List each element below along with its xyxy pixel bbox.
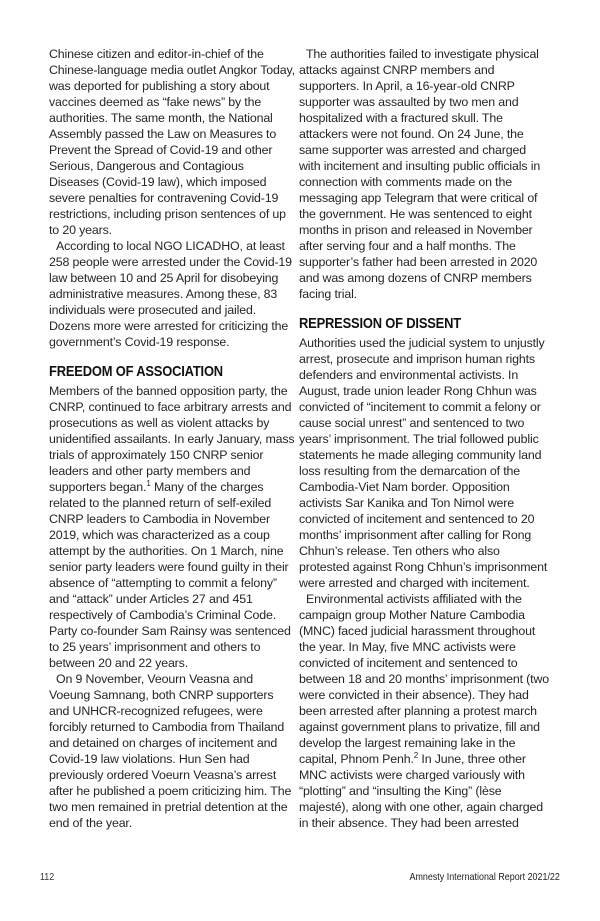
text-run: In June, three other MNC activists were charged variously with “plotting” and “insulting the King” (lèse majesté), along with one other, again charged in their absence. They had been arrested (299, 752, 543, 830)
section-heading-freedom-of-association: FREEDOM OF ASSOCIATION (49, 363, 223, 380)
footnote-ref[interactable]: 1 (146, 479, 151, 488)
text-run: Environmental activists affiliated with the campaign group Mother Nature Cambodia (MNC) faced judicial harassment throughout the year. In May, five MNC activists were convicted of incitement and sentenced to between 18 and 20 months’ imprisonment (two were convicted in their absence). They had been arrested after planning a protest march against government plans to privatize, fill and develop the largest remaining lake in the capital, Phnom Penh. (299, 592, 549, 766)
page-number: 112 (40, 871, 55, 883)
left-column (49, 46, 295, 831)
section-heading-repression-of-dissent: REPRESSION OF DISSENT (299, 315, 461, 332)
body-paragraph (299, 591, 549, 831)
text-run: Members of the banned opposition party, the CNRP, continued to face arbitrary arrests and prosecutions as well as violent attacks by unidentified assailants. In early January, mass trials of approximately 150 CNRP senior leaders and other party members and supporters began. (49, 384, 295, 494)
body-paragraph: The authorities failed to investigate physical attacks against CNRP members and supporters. In April, a 16-year-old CNRP supporter was assaulted by two men and hospitalized with a fractured skull. The attackers were not found. On 24 June, the same supporter was arrested and charged with incitement and insulting public officials in connection with comments made on the messaging app Telegram that were critical of the government. He was sentenced to eight months in prison and released in November after serving four and a half months. The supporter’s father had been arrested in 2020 and was among dozens of CNRP members facing trial. (299, 47, 541, 301)
body-paragraph: Chinese citizen and editor-in-chief of the Chinese-language media outlet Angkor Today, was deported for publishing a story about vaccines deemed as “fake news” by the authorities. The same month, the National Assembly passed the Law on Measures to Prevent the Spread of Covid-19 and other Serious, Dangerous and Contagious Diseases (Covid-19 law), which imposed severe penalties for contravening Covid-19 restrictions, including prison sentences of up to 20 years. (49, 47, 295, 237)
footnote-ref[interactable]: 2 (413, 751, 419, 760)
body-paragraph: On 9 November, Veourn Veasna and Voeung Samnang, both CNRP supporters and UNHCR-recognized refugees, were forcibly returned to Cambodia from Thailand and detained on charges of incitement and Covid-19 law violations. Hun Sen had previously ordered Voeurn Veasna’s arrest after he published a poem criticizing him. The two men remained in pretrial detention at the end of the year. (49, 672, 292, 830)
body-paragraph: Authorities used the judicial system to unjustly arrest, prosecute and imprison human rights defenders and environmental activists. In August, trade union leader Rong Chhun was convicted of “incitement to commit a felony or cause social unrest” and sentenced to two years’ imprisonment. The trial followed public statements he made alleging community land loss resulting from the demarcation of the Cambodia-Viet Nam border. Opposition activists Sar Kanika and Ton Nimol were convicted of incitement and sentenced to 20 months’ imprisonment after calling for Rong Chhun’s release. Ten others who also protested against Rong Chhun’s imprisonment were arrested and charged with incitement. (299, 336, 548, 590)
publication-title: Amnesty International Report 2021/22 (409, 871, 560, 883)
body-paragraph: According to local NGO LICADHO, at least 258 people were arrested under the Covid-19 law between 10 and 25 April for disobeying administrative measures. Among these, 83 individuals were prosecuted and jailed. Dozens more were arrested for criticizing the government’s Covid-19 response. (49, 239, 292, 349)
text-run: Many of the charges related to the planned return of self-exiled CNRP leaders to Cambodia in November 2019, which was characterized as a coup attempt by the authorities. On 1 March, nine senior party leaders were found guilty in their absence of “attempting to commit a felony” and “attack” under Articles 27 and 451 respectively of Cambodia’s Criminal Code. Party co-founder Sam Rainsy was sentenced to 25 years’ imprisonment and others to between 20 and 22 years. (49, 480, 291, 670)
body-paragraph (49, 383, 295, 671)
right-column (299, 46, 549, 831)
